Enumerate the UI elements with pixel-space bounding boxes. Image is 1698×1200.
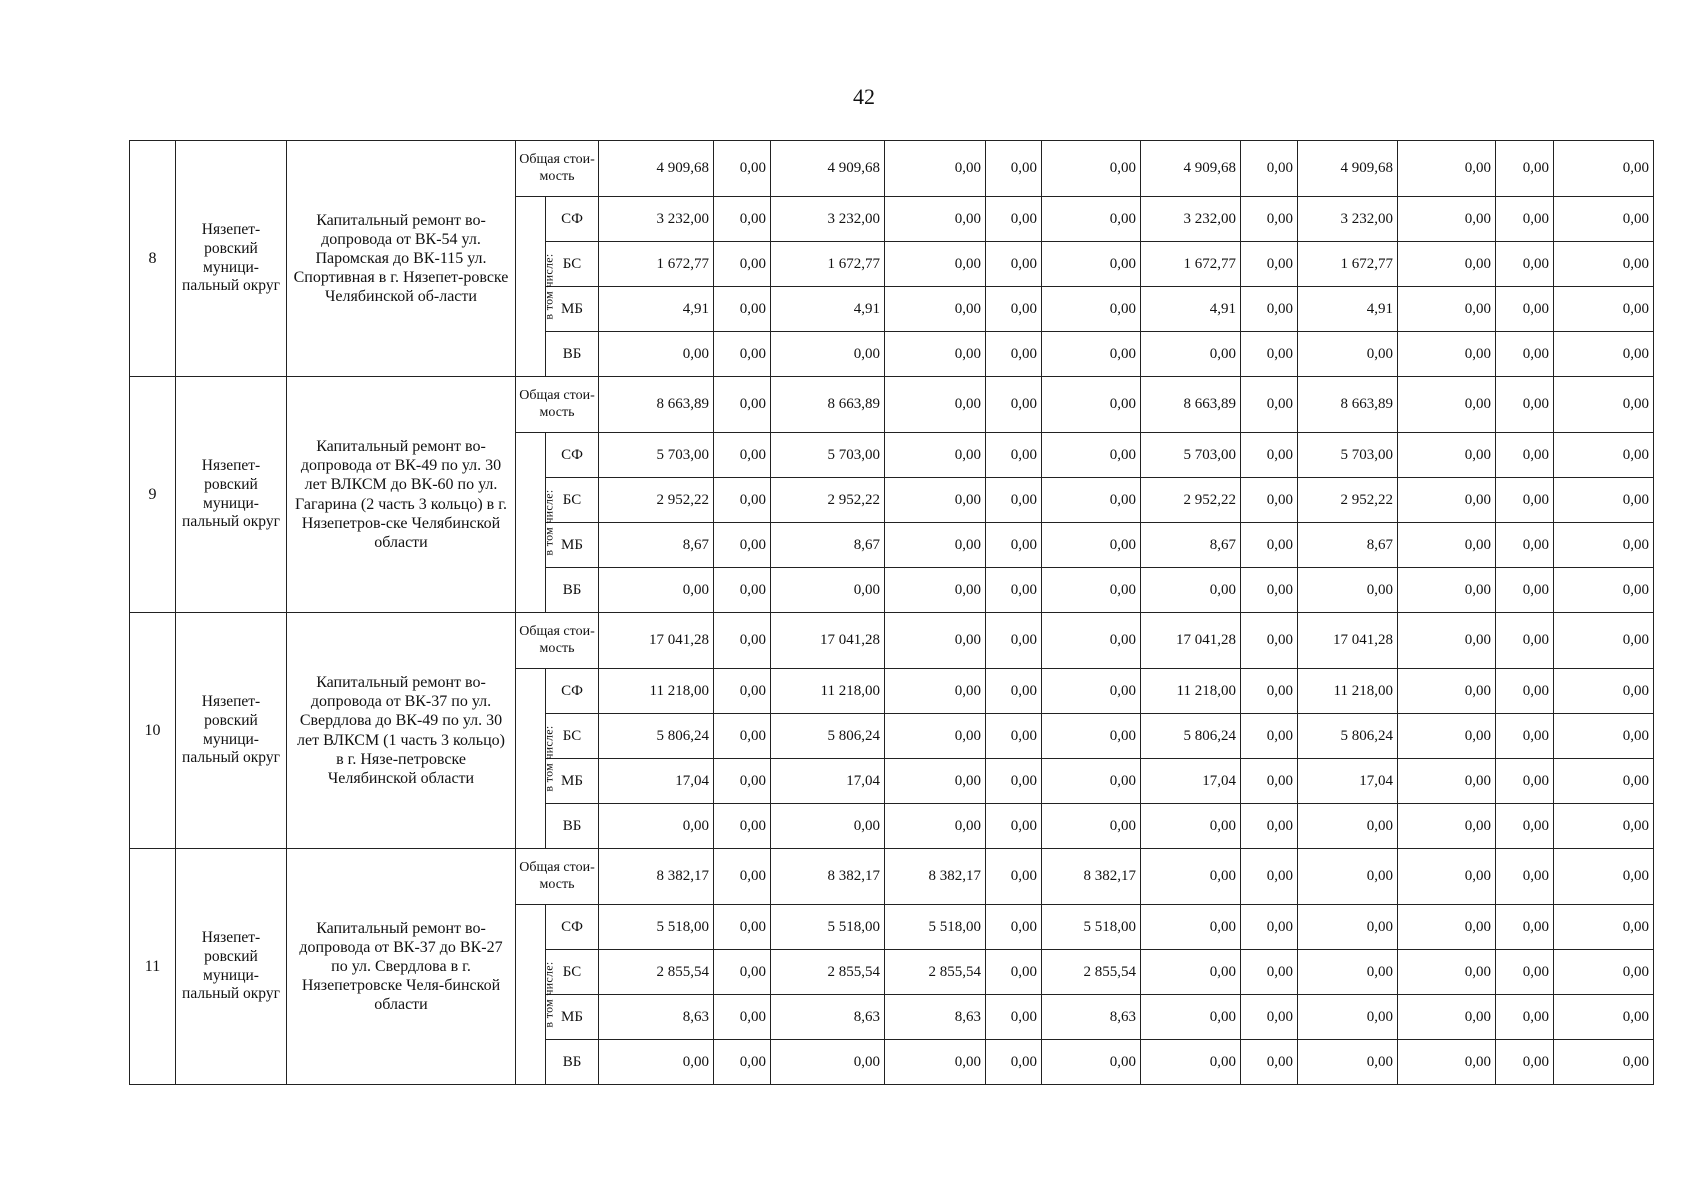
value-cell: 0,00 xyxy=(885,433,986,478)
funding-source-label: ВБ xyxy=(546,1040,599,1085)
value-cell: 0,00 xyxy=(1141,849,1241,905)
value-cell: 0,00 xyxy=(1398,523,1496,568)
value-cell: 0,00 xyxy=(714,568,771,613)
value-cell: 11 218,00 xyxy=(771,669,885,714)
value-cell: 0,00 xyxy=(1241,523,1298,568)
value-cell: 4 909,68 xyxy=(771,141,885,197)
value-cell: 0,00 xyxy=(1398,197,1496,242)
value-cell: 11 218,00 xyxy=(599,669,714,714)
value-cell: 0,00 xyxy=(1042,433,1141,478)
row-number: 10 xyxy=(130,613,176,849)
value-cell: 5 703,00 xyxy=(1298,433,1398,478)
value-cell: 0,00 xyxy=(986,995,1042,1040)
table-row-total xyxy=(130,849,1654,905)
funding-source-label: МБ xyxy=(546,287,599,332)
value-cell: 4 909,68 xyxy=(599,141,714,197)
value-cell: 5 518,00 xyxy=(599,905,714,950)
value-cell: 0,00 xyxy=(714,613,771,669)
value-cell: 0,00 xyxy=(599,1040,714,1085)
value-cell: 8,67 xyxy=(1141,523,1241,568)
table-row-total xyxy=(130,141,1654,197)
value-cell: 0,00 xyxy=(771,568,885,613)
value-cell: 5 806,24 xyxy=(771,714,885,759)
value-cell: 2 952,22 xyxy=(599,478,714,523)
including-label-cell xyxy=(516,197,556,377)
value-cell: 5 703,00 xyxy=(771,433,885,478)
value-cell: 11 218,00 xyxy=(1298,669,1398,714)
value-cell: 0,00 xyxy=(1141,995,1241,1040)
value-cell: 0,00 xyxy=(714,287,771,332)
value-cell: 5 806,24 xyxy=(1298,714,1398,759)
value-cell: 0,00 xyxy=(714,669,771,714)
funding-source-label: БС xyxy=(546,950,599,995)
value-cell: 0,00 xyxy=(1042,613,1141,669)
funding-table xyxy=(129,140,1654,1085)
municipality-cell: Нязепет-ровский муници-пальный округ xyxy=(176,613,287,849)
value-cell: 0,00 xyxy=(1141,332,1241,377)
value-cell: 0,00 xyxy=(1398,377,1496,433)
value-cell: 0,00 xyxy=(1398,287,1496,332)
value-cell: 0,00 xyxy=(1398,433,1496,478)
value-cell: 0,00 xyxy=(714,242,771,287)
value-cell: 0,00 xyxy=(1554,141,1654,197)
object-description-cell: Капитальный ремонт во-допровода от ВК-49 по ул. 30 лет ВЛКСМ до ВК-60 по ул. Гагарина (2 часть 3 кольцо) в г. Нязепетров-ске Челябинской области xyxy=(287,377,516,613)
value-cell: 0,00 xyxy=(986,141,1042,197)
value-cell: 0,00 xyxy=(714,759,771,804)
value-cell: 0,00 xyxy=(1241,995,1298,1040)
table-body xyxy=(130,141,1654,1085)
value-cell: 0,00 xyxy=(714,478,771,523)
value-cell: 0,00 xyxy=(885,669,986,714)
value-cell: 0,00 xyxy=(986,568,1042,613)
value-cell: 0,00 xyxy=(1398,849,1496,905)
value-cell: 17,04 xyxy=(1298,759,1398,804)
value-cell: 8 663,89 xyxy=(1141,377,1241,433)
value-cell: 0,00 xyxy=(885,714,986,759)
value-cell: 1 672,77 xyxy=(771,242,885,287)
municipality-cell: Нязепет-ровский муници-пальный округ xyxy=(176,377,287,613)
value-cell: 3 232,00 xyxy=(1298,197,1398,242)
value-cell: 0,00 xyxy=(986,714,1042,759)
value-cell: 17 041,28 xyxy=(599,613,714,669)
value-cell: 0,00 xyxy=(1554,377,1654,433)
value-cell: 0,00 xyxy=(1496,714,1554,759)
value-cell: 0,00 xyxy=(1042,804,1141,849)
value-cell: 0,00 xyxy=(1042,523,1141,568)
value-cell: 0,00 xyxy=(1554,523,1654,568)
value-cell: 11 218,00 xyxy=(1141,669,1241,714)
value-cell: 0,00 xyxy=(986,433,1042,478)
object-description-cell: Капитальный ремонт во-допровода от ВК-37 до ВК-27 по ул. Свердлова в г. Нязепетровске Челя-бинской области xyxy=(287,849,516,1085)
value-cell: 0,00 xyxy=(1241,568,1298,613)
value-cell: 0,00 xyxy=(885,141,986,197)
value-cell: 0,00 xyxy=(1398,568,1496,613)
object-description-cell: Капитальный ремонт во-допровода от ВК-54 ул. Паромская до ВК-115 ул. Спортивная в г. Нязепет-ровске Челябинской об-ласти xyxy=(287,141,516,377)
value-cell: 0,00 xyxy=(986,287,1042,332)
value-cell: 0,00 xyxy=(1241,950,1298,995)
value-cell: 0,00 xyxy=(1241,804,1298,849)
value-cell: 2 855,54 xyxy=(771,950,885,995)
value-cell: 0,00 xyxy=(714,849,771,905)
funding-source-label: СФ xyxy=(546,905,599,950)
value-cell: 4,91 xyxy=(1298,287,1398,332)
municipality-cell: Нязепет-ровский муници-пальный округ xyxy=(176,141,287,377)
value-cell: 0,00 xyxy=(986,759,1042,804)
value-cell: 0,00 xyxy=(986,804,1042,849)
value-cell: 2 952,22 xyxy=(1298,478,1398,523)
value-cell: 0,00 xyxy=(1554,1040,1654,1085)
including-label-cell xyxy=(516,433,556,613)
value-cell: 0,00 xyxy=(771,1040,885,1085)
value-cell: 0,00 xyxy=(1496,905,1554,950)
value-cell: 0,00 xyxy=(1398,332,1496,377)
value-cell: 0,00 xyxy=(1141,950,1241,995)
total-cost-label: Общая стои-мость xyxy=(516,141,599,197)
value-cell: 0,00 xyxy=(1398,478,1496,523)
value-cell: 0,00 xyxy=(1241,759,1298,804)
funding-source-label: СФ xyxy=(546,197,599,242)
value-cell: 0,00 xyxy=(1496,613,1554,669)
value-cell: 2 952,22 xyxy=(771,478,885,523)
value-cell: 5 703,00 xyxy=(1141,433,1241,478)
value-cell: 2 855,54 xyxy=(1042,950,1141,995)
value-cell: 0,00 xyxy=(1398,905,1496,950)
value-cell: 0,00 xyxy=(1554,759,1654,804)
page-number: 42 xyxy=(853,84,875,109)
value-cell: 0,00 xyxy=(1042,377,1141,433)
value-cell: 5 518,00 xyxy=(1042,905,1141,950)
value-cell: 0,00 xyxy=(1554,332,1654,377)
value-cell: 0,00 xyxy=(1298,568,1398,613)
funding-source-label: ВБ xyxy=(546,568,599,613)
value-cell: 0,00 xyxy=(1298,1040,1398,1085)
value-cell: 0,00 xyxy=(1042,714,1141,759)
value-cell: 0,00 xyxy=(714,332,771,377)
value-cell: 0,00 xyxy=(1298,950,1398,995)
value-cell: 0,00 xyxy=(986,950,1042,995)
value-cell: 0,00 xyxy=(771,804,885,849)
value-cell: 0,00 xyxy=(1298,995,1398,1040)
value-cell: 0,00 xyxy=(1398,995,1496,1040)
value-cell: 0,00 xyxy=(1496,287,1554,332)
value-cell: 8 382,17 xyxy=(1042,849,1141,905)
value-cell: 0,00 xyxy=(986,523,1042,568)
value-cell: 0,00 xyxy=(1398,669,1496,714)
value-cell: 0,00 xyxy=(986,849,1042,905)
value-cell: 0,00 xyxy=(1042,141,1141,197)
value-cell: 0,00 xyxy=(714,197,771,242)
funding-source-label: БС xyxy=(546,242,599,287)
row-number: 11 xyxy=(130,849,176,1085)
value-cell: 0,00 xyxy=(1554,714,1654,759)
value-cell: 0,00 xyxy=(986,1040,1042,1085)
value-cell: 17 041,28 xyxy=(771,613,885,669)
value-cell: 0,00 xyxy=(1554,905,1654,950)
value-cell: 0,00 xyxy=(1496,849,1554,905)
value-cell: 5 518,00 xyxy=(885,905,986,950)
value-cell: 0,00 xyxy=(1496,759,1554,804)
including-label: в том числе: xyxy=(541,253,556,320)
value-cell: 0,00 xyxy=(885,1040,986,1085)
value-cell: 0,00 xyxy=(1398,1040,1496,1085)
value-cell: 0,00 xyxy=(885,377,986,433)
value-cell: 8,67 xyxy=(771,523,885,568)
value-cell: 0,00 xyxy=(986,377,1042,433)
value-cell: 0,00 xyxy=(1298,905,1398,950)
value-cell: 0,00 xyxy=(1554,849,1654,905)
value-cell: 0,00 xyxy=(1398,714,1496,759)
value-cell: 0,00 xyxy=(714,950,771,995)
value-cell: 2 855,54 xyxy=(599,950,714,995)
value-cell: 0,00 xyxy=(599,332,714,377)
value-cell: 8,67 xyxy=(599,523,714,568)
including-label-cell xyxy=(516,669,556,849)
value-cell: 8 663,89 xyxy=(1298,377,1398,433)
value-cell: 0,00 xyxy=(1496,669,1554,714)
funding-source-label: ВБ xyxy=(546,332,599,377)
value-cell: 0,00 xyxy=(986,242,1042,287)
value-cell: 0,00 xyxy=(885,287,986,332)
value-cell: 0,00 xyxy=(1496,523,1554,568)
value-cell: 8,67 xyxy=(1298,523,1398,568)
value-cell: 0,00 xyxy=(1298,332,1398,377)
value-cell: 0,00 xyxy=(1298,804,1398,849)
value-cell: 1 672,77 xyxy=(599,242,714,287)
value-cell: 0,00 xyxy=(1496,242,1554,287)
value-cell: 0,00 xyxy=(885,804,986,849)
value-cell: 0,00 xyxy=(1241,141,1298,197)
value-cell: 0,00 xyxy=(1398,759,1496,804)
value-cell: 0,00 xyxy=(1241,669,1298,714)
value-cell: 4 909,68 xyxy=(1298,141,1398,197)
value-cell: 0,00 xyxy=(714,141,771,197)
funding-source-label: МБ xyxy=(546,523,599,568)
value-cell: 0,00 xyxy=(1496,568,1554,613)
value-cell: 0,00 xyxy=(714,995,771,1040)
value-cell: 0,00 xyxy=(986,613,1042,669)
value-cell: 0,00 xyxy=(1241,377,1298,433)
value-cell: 0,00 xyxy=(1042,759,1141,804)
table-row-total xyxy=(130,613,1654,669)
value-cell: 0,00 xyxy=(1554,995,1654,1040)
value-cell: 8,63 xyxy=(599,995,714,1040)
value-cell: 3 232,00 xyxy=(1141,197,1241,242)
value-cell: 0,00 xyxy=(1398,141,1496,197)
value-cell: 8,63 xyxy=(885,995,986,1040)
value-cell: 0,00 xyxy=(1554,568,1654,613)
value-cell: 0,00 xyxy=(1398,950,1496,995)
value-cell: 0,00 xyxy=(1554,242,1654,287)
row-number: 8 xyxy=(130,141,176,377)
value-cell: 0,00 xyxy=(986,478,1042,523)
value-cell: 0,00 xyxy=(1496,332,1554,377)
value-cell: 0,00 xyxy=(885,478,986,523)
value-cell: 1 672,77 xyxy=(1298,242,1398,287)
value-cell: 17 041,28 xyxy=(1298,613,1398,669)
value-cell: 0,00 xyxy=(1554,669,1654,714)
value-cell: 0,00 xyxy=(986,669,1042,714)
value-cell: 0,00 xyxy=(1496,478,1554,523)
value-cell: 0,00 xyxy=(1241,287,1298,332)
value-cell: 8,63 xyxy=(1042,995,1141,1040)
value-cell: 0,00 xyxy=(1496,950,1554,995)
value-cell: 0,00 xyxy=(1042,568,1141,613)
including-label-cell xyxy=(516,905,556,1085)
value-cell: 0,00 xyxy=(1241,433,1298,478)
funding-source-label: МБ xyxy=(546,759,599,804)
value-cell: 0,00 xyxy=(885,568,986,613)
value-cell: 0,00 xyxy=(714,523,771,568)
value-cell: 0,00 xyxy=(986,332,1042,377)
row-number: 9 xyxy=(130,377,176,613)
including-label: в том числе: xyxy=(541,961,556,1028)
value-cell: 8 382,17 xyxy=(885,849,986,905)
value-cell: 4,91 xyxy=(1141,287,1241,332)
value-cell: 0,00 xyxy=(1141,804,1241,849)
value-cell: 0,00 xyxy=(599,804,714,849)
value-cell: 0,00 xyxy=(714,377,771,433)
value-cell: 4 909,68 xyxy=(1141,141,1241,197)
municipality-cell: Нязепет-ровский муници-пальный округ xyxy=(176,849,287,1085)
value-cell: 0,00 xyxy=(1398,804,1496,849)
value-cell: 0,00 xyxy=(1241,332,1298,377)
table-row-total xyxy=(130,377,1654,433)
total-cost-label: Общая стои-мость xyxy=(516,849,599,905)
value-cell: 0,00 xyxy=(1554,804,1654,849)
object-description-cell: Капитальный ремонт во-допровода от ВК-37 по ул. Свердлова до ВК-49 по ул. 30 лет ВЛКСМ (1 часть 3 кольцо) в г. Нязе-петровске Челябинской области xyxy=(287,613,516,849)
value-cell: 0,00 xyxy=(1042,1040,1141,1085)
value-cell: 0,00 xyxy=(885,242,986,287)
value-cell: 0,00 xyxy=(1241,714,1298,759)
value-cell: 0,00 xyxy=(1042,197,1141,242)
value-cell: 5 806,24 xyxy=(599,714,714,759)
value-cell: 0,00 xyxy=(1141,1040,1241,1085)
funding-source-label: БС xyxy=(546,478,599,523)
value-cell: 0,00 xyxy=(1241,478,1298,523)
value-cell: 17,04 xyxy=(771,759,885,804)
value-cell: 0,00 xyxy=(1042,242,1141,287)
funding-source-label: СФ xyxy=(546,433,599,478)
value-cell: 3 232,00 xyxy=(771,197,885,242)
funding-source-label: МБ xyxy=(546,995,599,1040)
value-cell: 0,00 xyxy=(1298,849,1398,905)
value-cell: 0,00 xyxy=(986,197,1042,242)
value-cell: 0,00 xyxy=(1241,849,1298,905)
value-cell: 0,00 xyxy=(885,613,986,669)
total-cost-label: Общая стои-мость xyxy=(516,377,599,433)
value-cell: 0,00 xyxy=(986,905,1042,950)
value-cell: 0,00 xyxy=(1141,568,1241,613)
value-cell: 0,00 xyxy=(1042,669,1141,714)
value-cell: 8 663,89 xyxy=(599,377,714,433)
value-cell: 0,00 xyxy=(1496,141,1554,197)
including-label: в том числе: xyxy=(541,489,556,556)
value-cell: 0,00 xyxy=(1554,950,1654,995)
including-label: в том числе: xyxy=(541,725,556,792)
value-cell: 1 672,77 xyxy=(1141,242,1241,287)
value-cell: 8 382,17 xyxy=(771,849,885,905)
value-cell: 0,00 xyxy=(1496,1040,1554,1085)
value-cell: 0,00 xyxy=(1241,613,1298,669)
value-cell: 0,00 xyxy=(1496,377,1554,433)
total-cost-label: Общая стои-мость xyxy=(516,613,599,669)
value-cell: 2 952,22 xyxy=(1141,478,1241,523)
value-cell: 0,00 xyxy=(885,332,986,377)
value-cell: 0,00 xyxy=(1042,332,1141,377)
value-cell: 2 855,54 xyxy=(885,950,986,995)
value-cell: 8 663,89 xyxy=(771,377,885,433)
value-cell: 5 806,24 xyxy=(1141,714,1241,759)
value-cell: 0,00 xyxy=(1241,197,1298,242)
value-cell: 0,00 xyxy=(714,714,771,759)
value-cell: 17 041,28 xyxy=(1141,613,1241,669)
value-cell: 0,00 xyxy=(1496,433,1554,478)
value-cell: 8 382,17 xyxy=(599,849,714,905)
value-cell: 0,00 xyxy=(1554,478,1654,523)
value-cell: 0,00 xyxy=(1241,905,1298,950)
value-cell: 0,00 xyxy=(771,332,885,377)
value-cell: 0,00 xyxy=(1241,1040,1298,1085)
value-cell: 0,00 xyxy=(1496,197,1554,242)
value-cell: 17,04 xyxy=(599,759,714,804)
value-cell: 0,00 xyxy=(1398,242,1496,287)
funding-source-label: ВБ xyxy=(546,804,599,849)
value-cell: 0,00 xyxy=(1554,613,1654,669)
value-cell: 0,00 xyxy=(1398,613,1496,669)
value-cell: 0,00 xyxy=(1554,433,1654,478)
value-cell: 0,00 xyxy=(1496,995,1554,1040)
value-cell: 0,00 xyxy=(714,433,771,478)
value-cell: 8,63 xyxy=(771,995,885,1040)
value-cell: 0,00 xyxy=(599,568,714,613)
funding-source-label: БС xyxy=(546,714,599,759)
funding-source-label: СФ xyxy=(546,669,599,714)
value-cell: 0,00 xyxy=(1496,804,1554,849)
value-cell: 4,91 xyxy=(599,287,714,332)
value-cell: 0,00 xyxy=(1042,287,1141,332)
value-cell: 5 518,00 xyxy=(771,905,885,950)
value-cell: 0,00 xyxy=(714,804,771,849)
value-cell: 0,00 xyxy=(885,523,986,568)
value-cell: 0,00 xyxy=(1554,197,1654,242)
value-cell: 0,00 xyxy=(1042,478,1141,523)
value-cell: 0,00 xyxy=(1241,242,1298,287)
value-cell: 0,00 xyxy=(1554,287,1654,332)
value-cell: 0,00 xyxy=(1141,905,1241,950)
value-cell: 3 232,00 xyxy=(599,197,714,242)
value-cell: 4,91 xyxy=(771,287,885,332)
value-cell: 0,00 xyxy=(714,905,771,950)
value-cell: 0,00 xyxy=(885,197,986,242)
value-cell: 5 703,00 xyxy=(599,433,714,478)
value-cell: 0,00 xyxy=(885,759,986,804)
value-cell: 17,04 xyxy=(1141,759,1241,804)
value-cell: 0,00 xyxy=(714,1040,771,1085)
